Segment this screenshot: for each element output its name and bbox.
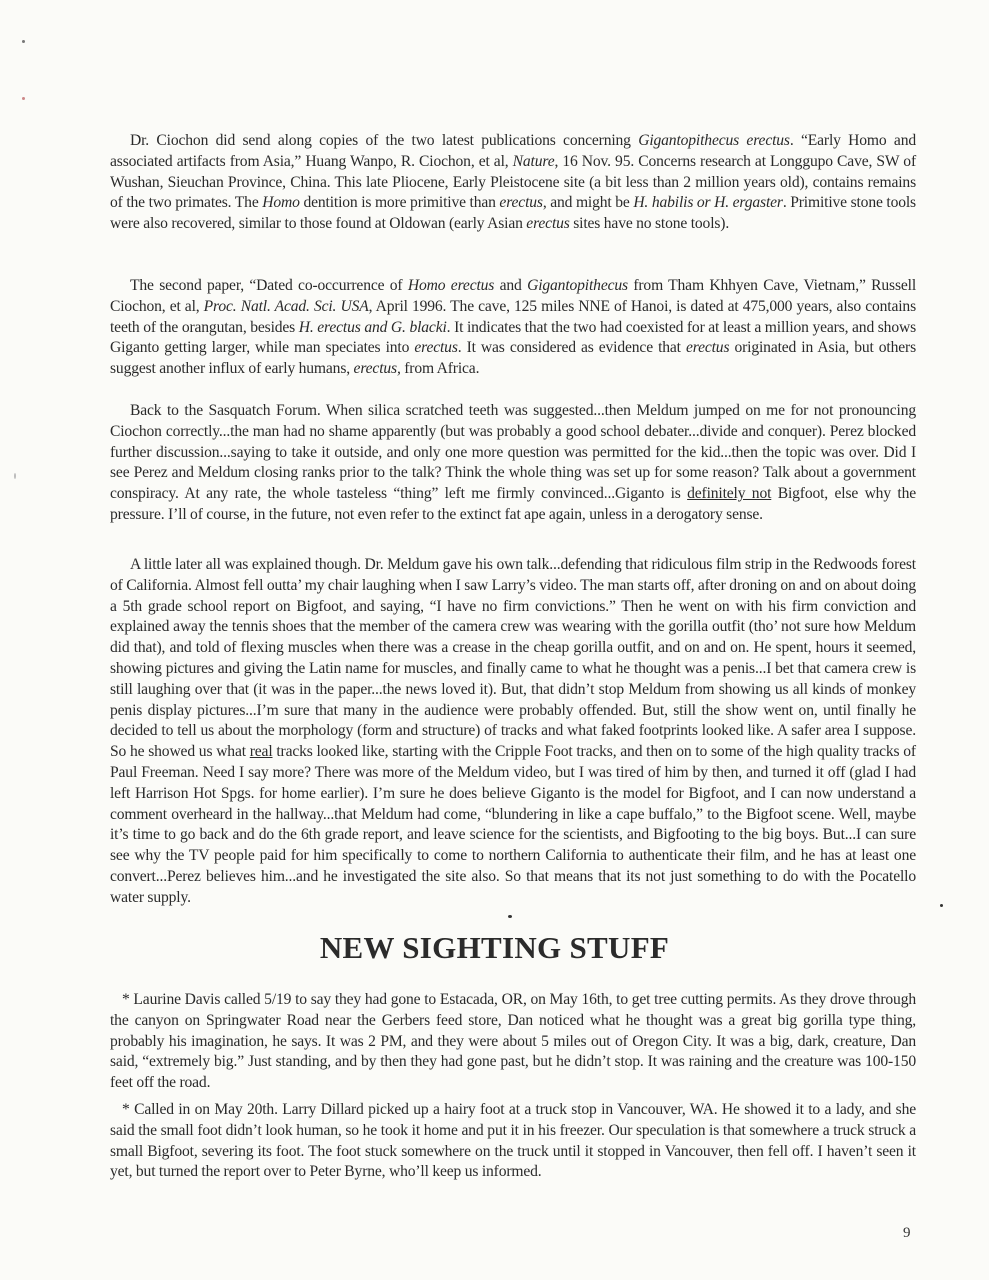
text-run: . Primitive stone tools were also recovered, similar to those found at Oldowan (early Asian [110, 194, 916, 233]
page-number: 9 [903, 1225, 911, 1241]
italic-text: erectus, [353, 360, 401, 378]
italic-text: erectus [685, 339, 730, 357]
italic-text: erectus [499, 194, 543, 212]
text-run: from Tham Khhyen Cave, Vietnam,” Russell Ciochon, et al, [110, 277, 917, 315]
sighting-estacada [110, 990, 916, 1094]
text-run: . “Early Homo and associated artifacts from Asia,” Huang Wanpo, R. Ciochon, et al, [110, 132, 916, 170]
paragraph-text [110, 131, 916, 235]
scan-speck [940, 904, 943, 907]
section-heading: NEW SIGHTING STUFF [319, 930, 670, 965]
text-run: A little later all was explained though. Dr. Meldum gave his own talk...defending that ridiculous film strip in the Redwoods forest of California. Almost fell outta’ my chair laughing when I saw Larry’s video. The man starts off, after droning on and on about doing a 5th grade school report on Bigfoot, and saying, “I have no firm convictions.” Then he went on with his firm conviction and explained away the tennis shoes that the member of the camera crew was wearing with the gorilla outfit (tho’ not sure how Meldum did that), and told of flexing muscles when there was a crease in the cheap gorilla outfit, and on and on. He spent, hours it seemed, showing pictures and giving the Latin name for muscles, and finally came to what he thought was a penis...I bet that camera crew is still laughing over that (it was in the paper...the news loved it). But, that didn’t stop Meldum from showing us all kinds of monkey penis display pictures...I’m sure that many in the audience were probably offended. But, still the show went on, until finally he decided to tell us about the morphology (form and structure) of tracks and what faked footprints looked like. A safer area I suppose. So he showed us what [110, 556, 916, 761]
sighting-hairy-foot [110, 1100, 916, 1183]
underlined-text: definitely not [687, 485, 772, 503]
paragraph-text [110, 555, 916, 909]
text-run: originated in Asia, but others suggest another influx of early humans, [110, 339, 916, 378]
text-run: * Laurine Davis called 5/19 to say they had gone to Estacada, OR, on May 16th, to get tree cutting permits. As they drove through the canyon on Springwater Road near the Gerbers feed store, Dan noticed what he thought was a great big gorilla type thing, probably his imagination, he says. It was 2 PM, and they were about 5 miles out of Oregon City. It was a big, dark, creature, Dan said, “extremely big.” Just standing, and by then they had gone past, but he didn’t stop. It was raining and the creature was 100-150 feet off the road. [110, 991, 916, 1092]
text-run: The second paper, “Dated co-occurrence of [130, 277, 408, 294]
italic-text: H. erectus and G. blacki [298, 318, 447, 336]
italic-text: H. habilis or H. ergaster [633, 194, 783, 212]
paragraph-sasquatch-forum [110, 401, 916, 526]
paragraph-meldum-talk [110, 555, 916, 909]
italic-text: erectus [526, 215, 570, 233]
text-run: . It was considered as evidence that [457, 339, 686, 357]
sighting-text [110, 990, 916, 1094]
text-run: sites have no stone tools). [569, 215, 730, 233]
text-run: Back to the Sasquatch Forum. When silica scratched teeth was suggested...then Meldum jumped on me for not pronouncing Ciochon correctly...the man had no shame apparently (but was probably a good school debater...divide and conquer). Perez blocked further discussion...saying to take it outside, and only one more question was permitted for the kid...then the topic was over. Did I see Perez and Meldum closing ranks prior to the talk? Think the whole thing was set up for some reason? Talk about a government conspiracy. At any rate, the whole tasteless “thing” left me firmly convinced...Giganto is [110, 402, 916, 503]
sighting-text [110, 1100, 916, 1183]
scan-speck [14, 473, 16, 479]
paragraph-second-paper [110, 276, 916, 380]
text-run: tracks looked like, starting with the Cripple Foot tracks, and then on to some of the high quality tracks of Paul Freeman. Need I say more? There was more of the Meldum video, but I was tired of him by then, and turned it off (glad I had left Harrison Hot Spgs. for home earlier). I’m sure he does believe Giganto is the model for Bigfoot, and I can now understand a comment overheard in the hallway...that Meldum had come, “blundering in like a cape buffalo,” to the Bigfoot scene. Well, maybe it’s time to go back and do the 6th grade report, and leave science for the scientists, and Bigfooting to the big boys. But...I can sure see why the TV people paid for him specifically to come to northern California to authenticate their film, and he has at least one convert...Perez believes him...and he investigated the site also. So that means that its not just something to do with the Pocatello water supply. [110, 743, 916, 906]
italic-text: Proc. Natl. Acad. Sci. USA [203, 297, 369, 315]
text-run: . It indicates that the two had coexisted for at least a million years, and shows Giganto getting larger, while man speciates into [110, 318, 916, 357]
italic-text: Gigantopithecus erectus [638, 132, 790, 149]
paragraph-ciochon-publications [110, 131, 916, 235]
text-run: Bigfoot, else why the pressure. I’ll of course, in the future, not even refer to the extinct fat ape again, unless in a derogatory sense. [110, 485, 917, 523]
text-run: , and might be [542, 194, 634, 212]
text-run: Dr. Ciochon did send along copies of the two latest publications concerning [130, 132, 639, 149]
scan-speck [22, 97, 25, 100]
italic-text: erectus [414, 339, 458, 357]
text-run: , April 1996. The cave, 125 miles NNE of Hanoi, is dated at 475,000 years, also contains teeth of the orangutan, besides [110, 297, 916, 336]
underlined-text: real [249, 743, 273, 761]
text-run: and [494, 277, 528, 294]
text-run: * Called in on May 20th. Larry Dillard picked up a hairy foot at a truck stop in Vancouver, WA. He showed it to a lady, and she said the small foot didn’t look human, so he took it home and put it in his freezer. Our speculation is that somewhere a truck struck a small Bigfoot, severing its foot. The foot stuck somewhere on the truck until it stopped in Vancouver, then fell off. I haven’t seen it yet, but turned the report over to Peter Byrne, who’ll keep us informed. [110, 1101, 916, 1181]
scan-speck [508, 915, 512, 918]
italic-text: Homo erectus [407, 277, 495, 294]
scan-speck [22, 40, 25, 43]
text-run: from Africa. [400, 360, 480, 378]
italic-text: Nature [512, 152, 555, 170]
paragraph-text [110, 401, 916, 526]
text-run: dentition is more primitive than [299, 194, 500, 212]
text-run: , 16 Nov. 95. Concerns research at Longgupo Cave, SW of Wushan, Sieuchan Province, China. This late Pliocene, Early Pleistocene site (a bit less than 2 million years old), contains remains of the two primates. The [110, 152, 916, 212]
paragraph-text [110, 276, 916, 380]
italic-text: Gigantopithecus [527, 277, 628, 294]
italic-text: Homo [262, 194, 300, 212]
